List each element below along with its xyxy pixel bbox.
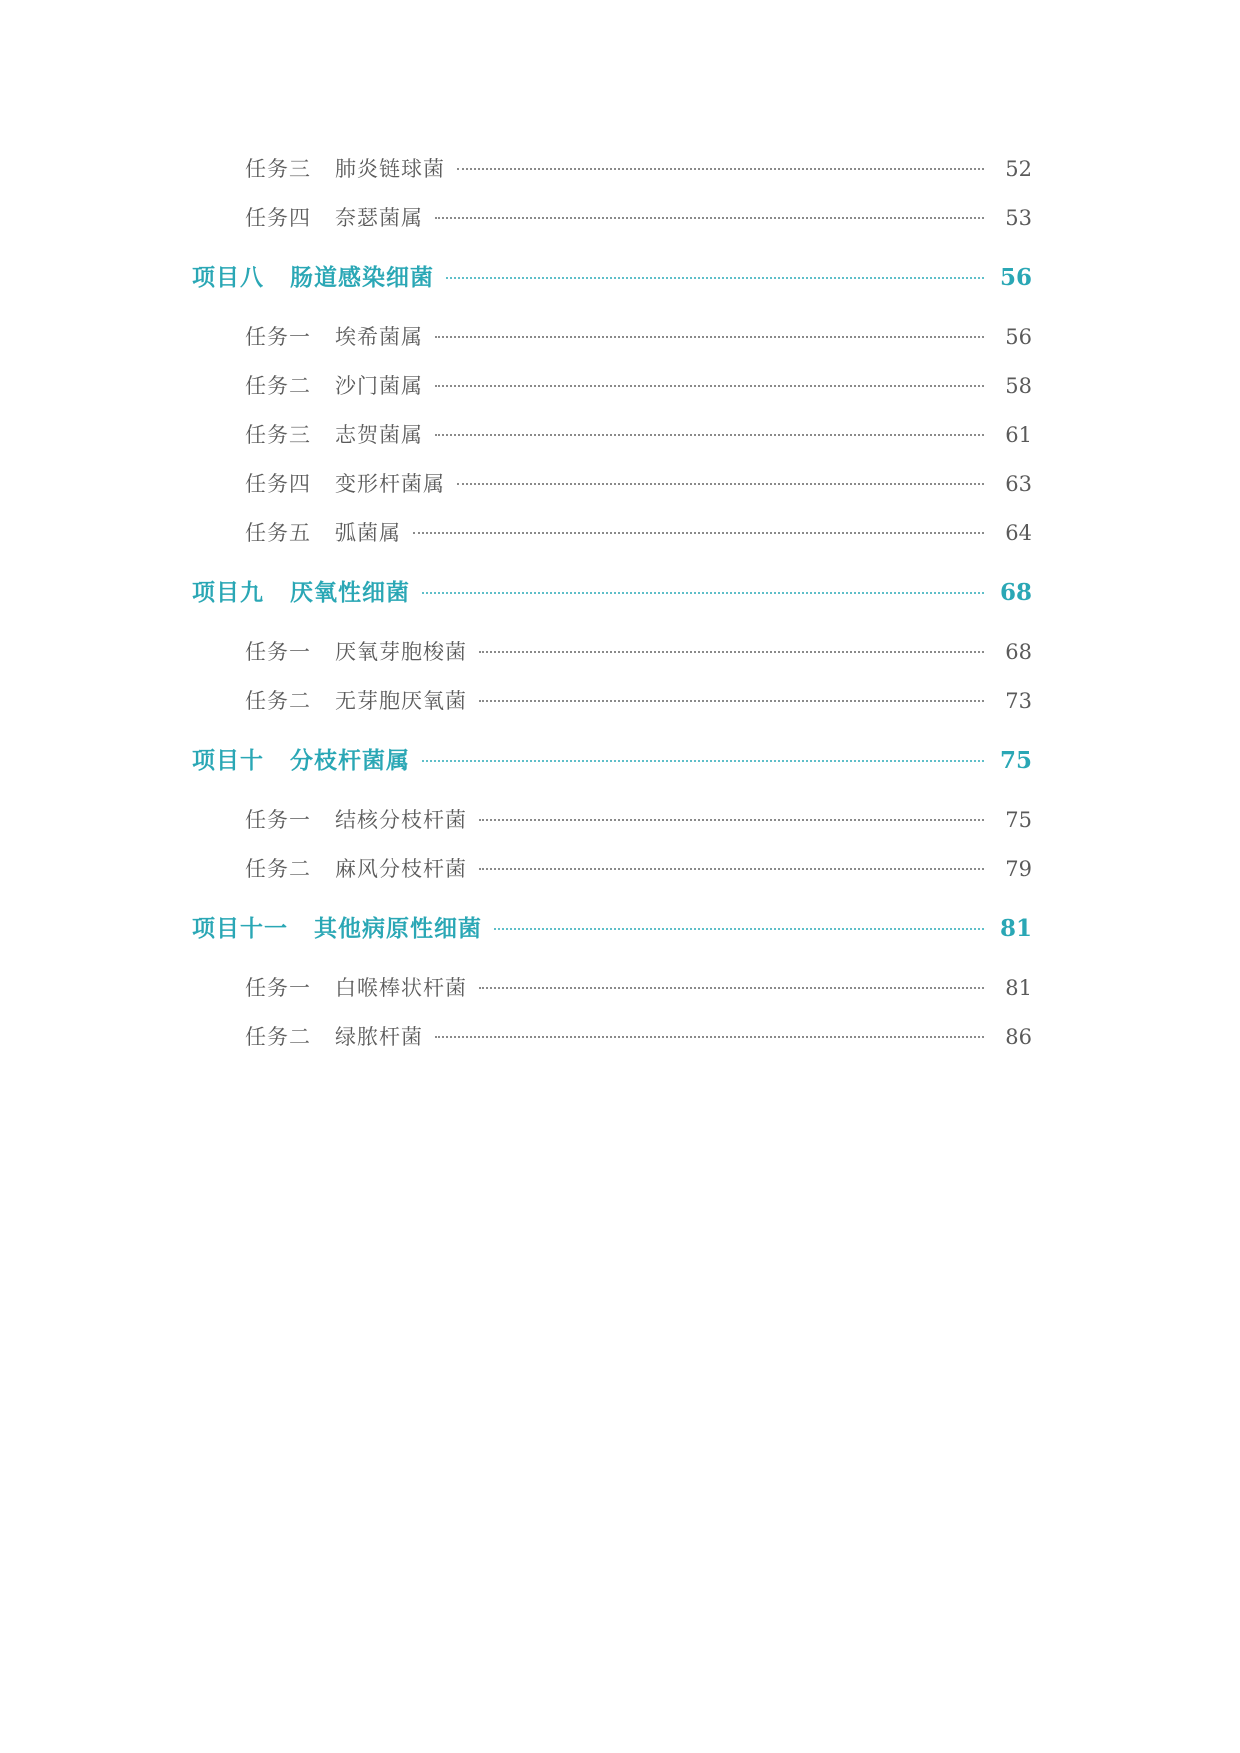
task-label: 任务三	[245, 157, 311, 181]
task-page-number: 68	[1005, 640, 1032, 664]
task-label: 任务三	[245, 423, 311, 447]
toc-task-row[interactable]	[192, 411, 1032, 460]
task-page-number: 86	[1005, 1025, 1032, 1049]
task-label: 任务四	[245, 206, 311, 230]
toc-project-row[interactable]	[192, 558, 1032, 628]
task-page-number: 81	[1005, 976, 1032, 1000]
project-page-number: 75	[999, 747, 1032, 774]
project-label: 项目十	[192, 747, 264, 774]
table-of-contents	[192, 145, 1032, 1062]
task-label: 任务一	[245, 325, 311, 349]
task-page-number: 75	[1005, 808, 1032, 832]
task-title: 厌氧芽胞梭菌	[335, 640, 467, 664]
task-title: 无芽胞厌氧菌	[335, 689, 467, 713]
toc-task-row[interactable]	[192, 362, 1032, 411]
task-label: 任务一	[245, 808, 311, 832]
task-title: 沙门菌属	[335, 374, 423, 398]
project-title: 其他病原性细菌	[314, 915, 482, 942]
task-label: 任务二	[245, 857, 311, 881]
toc-task-row[interactable]	[192, 145, 1032, 194]
task-page-number: 79	[1005, 857, 1032, 881]
dot-leader	[446, 277, 984, 279]
project-label: 项目八	[192, 264, 264, 291]
task-title: 弧菌属	[335, 521, 401, 545]
task-page-number: 53	[1005, 206, 1032, 230]
project-page-number: 68	[999, 579, 1032, 606]
task-page-number: 61	[1005, 423, 1032, 447]
toc-task-row[interactable]	[192, 313, 1032, 362]
task-title: 埃希菌属	[335, 325, 423, 349]
task-page-number: 73	[1005, 689, 1032, 713]
task-label: 任务一	[245, 640, 311, 664]
task-title: 绿脓杆菌	[335, 1025, 423, 1049]
task-label: 任务四	[245, 472, 311, 496]
dot-leader	[479, 700, 984, 702]
toc-task-row[interactable]	[192, 677, 1032, 726]
task-label: 任务二	[245, 689, 311, 713]
project-title: 厌氧性细菌	[290, 579, 410, 606]
project-label: 项目十一	[192, 915, 288, 942]
toc-task-row[interactable]	[192, 1013, 1032, 1062]
task-title: 志贺菌属	[335, 423, 423, 447]
task-title: 变形杆菌属	[335, 472, 445, 496]
dot-leader	[435, 385, 984, 387]
task-page-number: 56	[1005, 325, 1032, 349]
project-page-number: 81	[999, 915, 1032, 942]
dot-leader	[494, 928, 984, 930]
task-title: 白喉棒状杆菌	[335, 976, 467, 1000]
dot-leader	[413, 532, 984, 534]
dot-leader	[479, 819, 984, 821]
task-page-number: 52	[1005, 157, 1032, 181]
toc-task-row[interactable]	[192, 460, 1032, 509]
dot-leader	[435, 217, 984, 219]
toc-task-row[interactable]	[192, 964, 1032, 1013]
toc-project-row[interactable]	[192, 726, 1032, 796]
task-page-number: 63	[1005, 472, 1032, 496]
project-page-number: 56	[999, 264, 1032, 291]
dot-leader	[457, 483, 984, 485]
dot-leader	[435, 1036, 984, 1038]
task-title: 肺炎链球菌	[335, 157, 445, 181]
toc-task-row[interactable]	[192, 509, 1032, 558]
task-title: 麻风分枝杆菌	[335, 857, 467, 881]
dot-leader	[479, 868, 984, 870]
task-title: 奈瑟菌属	[335, 206, 423, 230]
task-page-number: 64	[1005, 521, 1032, 545]
dot-leader	[479, 987, 984, 989]
dot-leader	[435, 336, 984, 338]
task-label: 任务二	[245, 1025, 311, 1049]
toc-task-row[interactable]	[192, 194, 1032, 243]
task-label: 任务二	[245, 374, 311, 398]
task-label: 任务一	[245, 976, 311, 1000]
project-title: 肠道感染细菌	[290, 264, 434, 291]
dot-leader	[479, 651, 984, 653]
toc-task-row[interactable]	[192, 845, 1032, 894]
toc-task-row[interactable]	[192, 628, 1032, 677]
toc-task-row[interactable]	[192, 796, 1032, 845]
task-title: 结核分枝杆菌	[335, 808, 467, 832]
dot-leader	[422, 760, 984, 762]
dot-leader	[435, 434, 984, 436]
project-title: 分枝杆菌属	[290, 747, 410, 774]
dot-leader	[457, 168, 984, 170]
project-label: 项目九	[192, 579, 264, 606]
task-label: 任务五	[245, 521, 311, 545]
dot-leader	[422, 592, 984, 594]
task-page-number: 58	[1005, 374, 1032, 398]
toc-project-row[interactable]	[192, 243, 1032, 313]
toc-project-row[interactable]	[192, 894, 1032, 964]
